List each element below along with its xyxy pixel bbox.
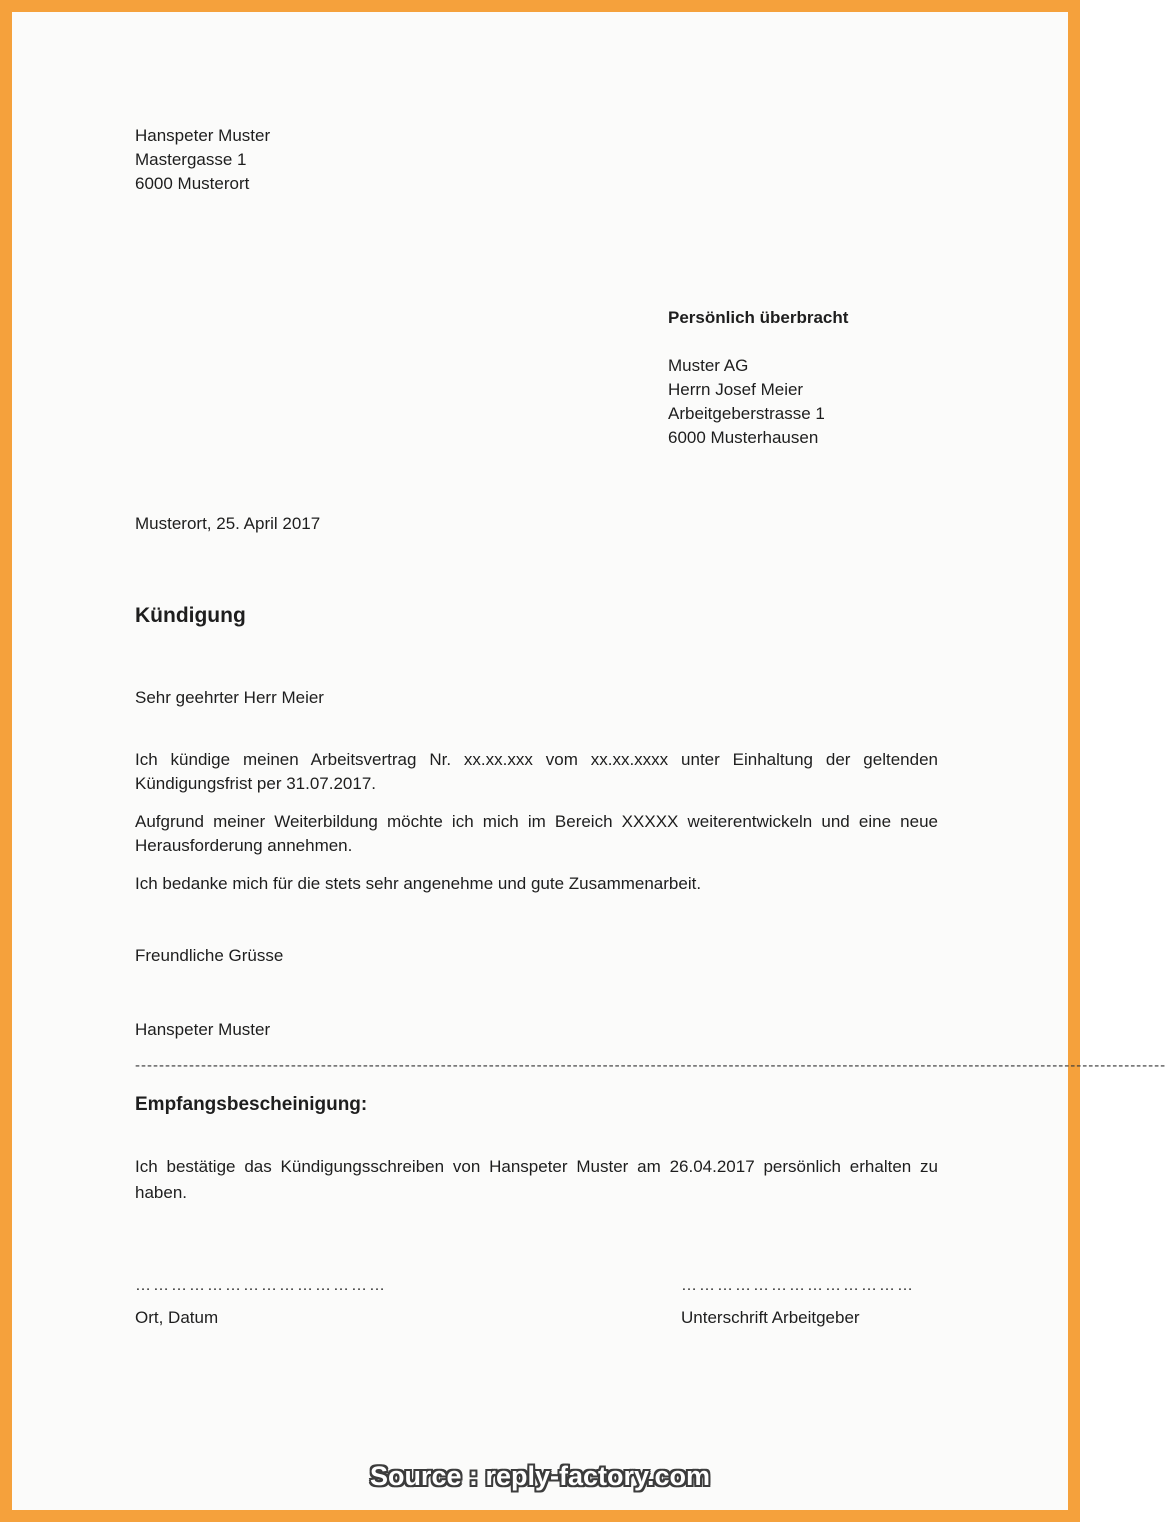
receipt-body: Ich bestätige das Kündigungsschreiben von Hanspeter Muster am 26.04.2017 persönlich erhalten zu haben. [135,1157,938,1202]
signature-fields [135,1274,915,1330]
sender-name: Hanspeter Muster [135,126,271,145]
delivery-note: Persönlich überbracht [668,308,849,327]
body-paragraph: Aufgrund meiner Weiterbildung möchte ich mich im Bereich XXXXX weiterentwickeln und eine neue Herausforderung annehmen. [135,812,938,855]
dotted-line-employer: ………………………………… [681,1277,915,1294]
recipient-address-block [668,354,938,450]
date-line: Musterort, 25. April 2017 [135,514,321,533]
recipient-section [668,306,938,450]
receipt-heading: Empfangsbescheinigung: [135,1094,368,1115]
signature-field-place-date [135,1274,387,1330]
sender-city: 6000 Musterort [135,174,250,193]
subject-heading: Kündigung [135,604,246,627]
dotted-line-place-date: …………………………………… [135,1277,387,1294]
source-watermark: Source : reply-factory.com [369,1461,711,1491]
salutation: Sehr geehrter Herr Meier [135,688,324,707]
signature-field-employer [681,1274,915,1330]
place-date-label: Ort, Datum [135,1308,219,1327]
recipient-street: Arbeitgeberstrasse 1 [668,404,825,423]
closing-phrase: Freundliche Grüsse [135,946,284,965]
recipient-contact: Herrn Josef Meier [668,380,804,399]
employer-signature-label: Unterschrift Arbeitgeber [681,1308,860,1327]
dashed-separator: ---------------------------------------------------------------------------------------------------------------------------------------------------------------------------- [135,1057,1166,1074]
sender-street: Mastergasse 1 [135,150,247,169]
signature-name: Hanspeter Muster [135,1020,271,1039]
body-paragraph: Ich bedanke mich für die stets sehr angenehme und gute Zusammenarbeit. [135,874,702,893]
sender-address-block [135,124,938,196]
recipient-company: Muster AG [668,356,749,375]
recipient-city: 6000 Musterhausen [668,428,819,447]
letter-content [12,12,1166,1330]
body-paragraph: Ich kündige meinen Arbeitsvertrag Nr. xx.xx.xxx vom xx.xx.xxxx unter Einhaltung der geltenden Kündigungsfrist per 31.07.2017. [135,750,938,793]
